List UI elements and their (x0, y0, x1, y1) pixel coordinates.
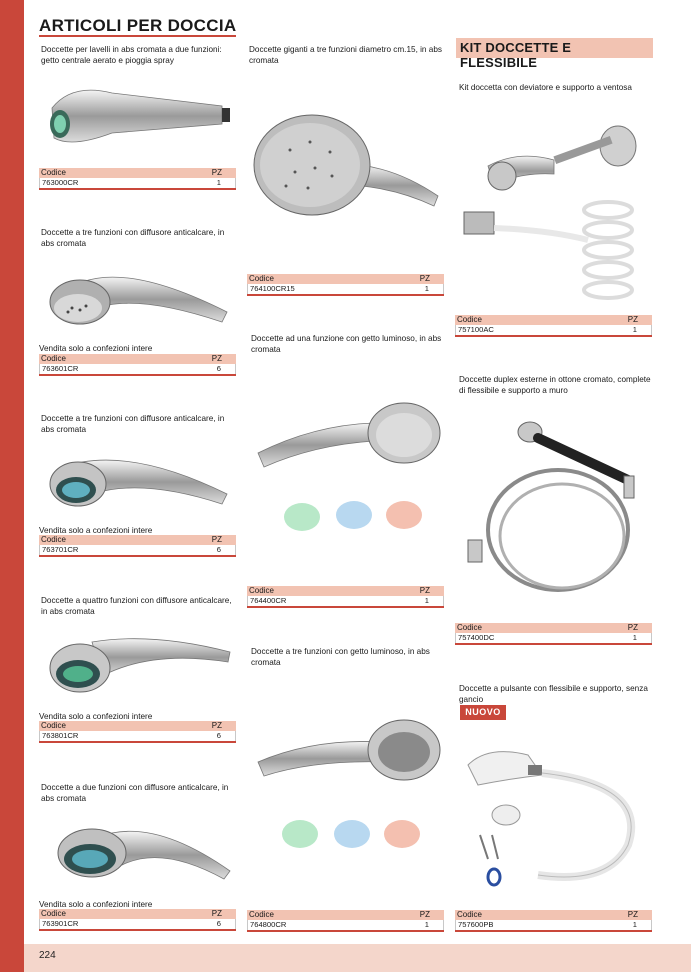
qty-header-label: PZ (211, 535, 222, 544)
product-description: Doccette per lavelli in abs cromata a due funzioni: getto centrale aerato e pioggia spray (41, 45, 222, 65)
code-table-header (39, 354, 236, 364)
code-header-label: Codice (41, 168, 66, 177)
code-table-header (39, 721, 236, 731)
qty-header-label: PZ (419, 910, 430, 919)
product-description: Doccette a quattro funzioni con diffusore anticalcare, in abs cromata (41, 596, 232, 616)
code-row (247, 284, 444, 294)
product-qty: 1 (424, 596, 429, 605)
product-qty: 1 (216, 178, 221, 187)
product-qty: 6 (216, 364, 221, 373)
code-table (39, 909, 236, 931)
product-qty: 1 (632, 633, 637, 642)
product-description: Doccette a tre funzioni con getto luminoso, in abs cromata (251, 647, 430, 667)
code-row (455, 325, 652, 335)
code-table (247, 586, 444, 608)
product-description: Doccette giganti a tre funzioni diametro cm.15, in abs cromata (249, 45, 442, 65)
qty-header-label: PZ (211, 909, 222, 918)
qty-header-label: PZ (211, 721, 222, 730)
product-image-shower-kit (458, 110, 652, 300)
code-header-label: Codice (249, 586, 274, 595)
code-table-header (455, 315, 652, 325)
code-table (39, 535, 236, 557)
code-table (455, 623, 652, 645)
product-description: Doccette a tre funzioni con diffusore anticalcare, in abs cromata (41, 414, 225, 434)
sale-note: Vendita solo a confezioni intere (39, 526, 153, 535)
code-header-label: Codice (457, 315, 482, 324)
code-header-label: Codice (41, 354, 66, 363)
product-image-shower-head (42, 262, 232, 328)
product-qty: 6 (216, 731, 221, 740)
code-table-header (39, 535, 236, 545)
code-row (39, 919, 236, 929)
code-row (455, 633, 652, 643)
product-image-sink-spray (42, 78, 232, 158)
left-red-band (0, 0, 24, 972)
code-table-header (247, 910, 444, 920)
product-description: Doccette ad una funzione con getto luminoso, in abs cromata (251, 334, 442, 354)
page-title: ARTICOLI PER DOCCIA (39, 16, 237, 35)
product-code: 757600PB (458, 920, 494, 929)
code-header-label: Codice (249, 910, 274, 919)
code-table (247, 274, 444, 296)
new-badge: NUOVO (460, 705, 506, 720)
code-table (455, 910, 652, 932)
qty-header-label: PZ (627, 623, 638, 632)
code-table-header (455, 910, 652, 920)
qty-header-label: PZ (211, 168, 222, 177)
product-image-shower-head (42, 628, 232, 698)
product-image-luminous-shower (254, 395, 444, 545)
kit-section-header (456, 38, 653, 70)
product-image-shower-head (42, 448, 232, 514)
code-table (39, 354, 236, 376)
product-image-push-shower (458, 735, 652, 900)
product-image-luminous-shower (254, 712, 444, 862)
product-qty: 6 (216, 545, 221, 554)
sale-note: Vendita solo a confezioni intere (39, 900, 153, 909)
title-underline (39, 35, 236, 37)
code-row (39, 545, 236, 555)
qty-header-label: PZ (627, 315, 638, 324)
product-qty: 1 (632, 920, 637, 929)
code-header-label: Codice (457, 623, 482, 632)
footer-band (24, 944, 691, 972)
code-table-header (39, 168, 236, 178)
product-code: 763901CR (42, 919, 79, 928)
code-table-header (39, 909, 236, 919)
code-row (247, 920, 444, 930)
qty-header-label: PZ (419, 274, 430, 283)
qty-header-label: PZ (627, 910, 638, 919)
product-code: 763801CR (42, 731, 79, 740)
code-header-label: Codice (41, 535, 66, 544)
code-table-header (247, 274, 444, 284)
product-qty: 6 (216, 919, 221, 928)
qty-header-label: PZ (211, 354, 222, 363)
product-qty: 1 (424, 284, 429, 293)
kit-section-title: KIT DOCCETTE E FLESSIBILE (460, 40, 572, 70)
code-row (455, 920, 652, 930)
code-header-label: Codice (249, 274, 274, 283)
code-header-label: Codice (457, 910, 482, 919)
product-description: Doccette a due funzioni con diffusore anticalcare, in abs cromata (41, 783, 229, 803)
product-description: Doccette a tre funzioni con diffusore anticalcare, in abs cromata (41, 228, 225, 248)
product-qty: 1 (424, 920, 429, 929)
code-header-label: Codice (41, 721, 66, 730)
product-code: 763000CR (42, 178, 79, 187)
sale-note: Vendita solo a confezioni intere (39, 712, 153, 721)
product-code: 764400CR (250, 596, 287, 605)
product-image-giant-shower (250, 110, 440, 220)
code-header-label: Codice (41, 909, 66, 918)
code-row (39, 364, 236, 374)
product-code: 757100AC (458, 325, 494, 334)
product-description: Doccette a pulsante con flessibile e supporto, senza gancio (459, 684, 648, 704)
product-code: 764800CR (250, 920, 287, 929)
code-table (39, 168, 236, 190)
qty-header-label: PZ (419, 586, 430, 595)
product-code: 757400DC (458, 633, 495, 642)
code-table (247, 910, 444, 932)
page-number: 224 (39, 950, 56, 961)
code-row (247, 596, 444, 606)
product-code: 763701CR (42, 545, 79, 554)
product-code: 764100CR15 (250, 284, 295, 293)
code-table (455, 315, 652, 337)
product-description: Doccette duplex esterne in ottone cromato, complete di flessibile e supporto a muro (459, 375, 651, 395)
product-image-shower-head (42, 815, 232, 885)
code-table-header (455, 623, 652, 633)
sale-note: Vendita solo a confezioni intere (39, 344, 153, 353)
code-table (39, 721, 236, 743)
code-row (39, 731, 236, 741)
product-description: Kit doccetta con deviatore e supporto a ventosa (459, 83, 632, 92)
product-code: 763601CR (42, 364, 79, 373)
code-row (39, 178, 236, 188)
product-image-duplex-shower (458, 410, 652, 610)
product-qty: 1 (632, 325, 637, 334)
code-table-header (247, 586, 444, 596)
